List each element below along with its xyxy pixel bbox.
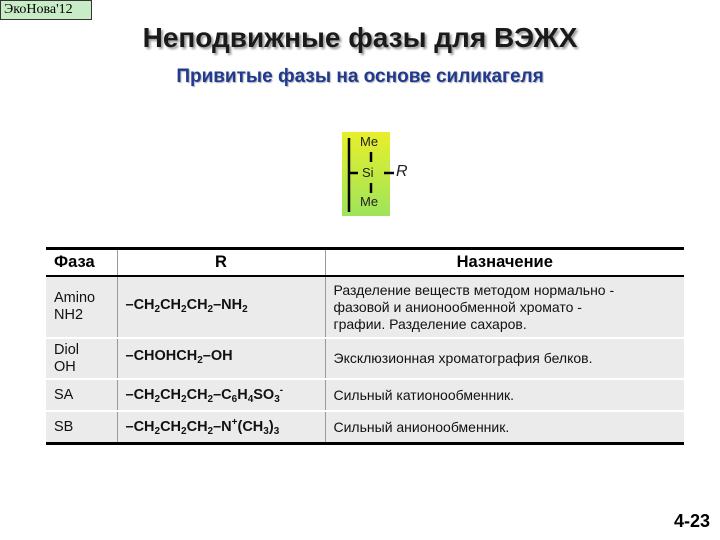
phase-cell	[46, 411, 117, 444]
r-group-label: R	[396, 163, 408, 180]
purpose-line: Разделение веществ методом нормально -	[333, 281, 615, 298]
header-purpose: Назначение	[325, 249, 684, 277]
table-header-row	[46, 249, 684, 277]
slide-subtitle: Привитые фазы на основе силикагеля	[176, 66, 544, 87]
phase-cell	[46, 379, 117, 411]
formula-text: –NH	[213, 296, 243, 313]
formula-text: –C	[213, 387, 232, 403]
table-row	[46, 379, 684, 411]
formula-subscript: 2	[242, 303, 248, 315]
table-row	[46, 338, 684, 379]
formula-text: CH	[186, 387, 208, 403]
formula-text: CH	[160, 419, 182, 435]
phases-table	[46, 247, 684, 445]
phase-group: NH2	[54, 307, 84, 323]
formula-subscript: 3	[273, 426, 280, 437]
purpose-cell	[325, 411, 684, 444]
formula-subscript: 2	[154, 394, 161, 405]
phase-group: OH	[54, 358, 76, 375]
purpose-line: Эксклюзионная хроматография белков.	[333, 350, 593, 366]
phase-name: SA	[54, 386, 74, 403]
formula-subscript: 2	[207, 303, 214, 315]
phase-name: SB	[54, 418, 74, 435]
formula-subscript: 2	[154, 303, 161, 315]
formula-subscript: 2	[181, 394, 187, 405]
r-formula	[117, 411, 325, 444]
formula-text: CH	[160, 387, 182, 403]
methyl-bottom-label: Me	[360, 194, 379, 209]
methyl-top-label: Me	[360, 134, 379, 149]
formula-text: CH	[186, 419, 208, 435]
formula-text: –CH	[125, 419, 155, 435]
purpose-cell	[325, 276, 684, 338]
formula-subscript: 2	[207, 394, 214, 405]
formula-subscript: 4	[247, 394, 254, 405]
formula-text: –N	[213, 419, 232, 435]
header-phase: Фаза	[46, 249, 117, 277]
phase-cell	[46, 338, 117, 379]
conference-badge: ЭкоНова'12	[0, 0, 92, 20]
phase-name: Amino	[54, 290, 96, 306]
phase-cell	[46, 276, 117, 338]
r-formula	[117, 338, 325, 379]
formula-text: –CHOHCH	[125, 348, 198, 364]
purpose-cell	[325, 379, 684, 411]
slide-title: Неподвижные фазы для ВЭЖХ	[142, 22, 578, 53]
r-formula	[117, 379, 325, 411]
formula-text: CH	[186, 296, 208, 313]
formula-text: (CH	[237, 419, 264, 435]
formula-text: H	[237, 387, 248, 403]
formula-subscript: 3	[263, 426, 269, 437]
formula-subscript: 2	[181, 303, 187, 315]
formula-text: –CH	[125, 387, 155, 403]
phase-name: Diol	[54, 341, 79, 358]
formula-subscript: 6	[231, 394, 238, 405]
r-formula	[117, 276, 325, 338]
formula-subscript: 3	[274, 394, 280, 405]
formula-subscript: 2	[207, 426, 214, 437]
silicon-label: Si	[362, 165, 374, 180]
table-row	[46, 276, 684, 338]
formula-text: –CH	[125, 296, 155, 313]
purpose-line: фазовой и анионообменной хромато -	[333, 298, 582, 315]
formula-superscript: -	[279, 385, 284, 396]
formula-subscript: 2	[154, 426, 161, 437]
formula-subscript: 2	[181, 426, 187, 437]
purpose-line: графии. Разделение сахаров.	[333, 315, 527, 332]
table-row	[46, 411, 684, 444]
purpose-line: Сильный катионообменник.	[333, 386, 515, 403]
formula-text: –OH	[202, 348, 233, 364]
formula-text: SO	[253, 387, 275, 403]
formula-superscript: +	[231, 417, 238, 428]
header-r: R	[117, 249, 325, 277]
purpose-cell	[325, 338, 684, 379]
formula-subscript: 2	[197, 355, 203, 366]
page-number: 4-23	[673, 511, 710, 531]
formula-text: CH	[160, 296, 182, 313]
formula-text: )	[268, 419, 274, 435]
purpose-line: Сильный анионообменник.	[333, 418, 510, 435]
